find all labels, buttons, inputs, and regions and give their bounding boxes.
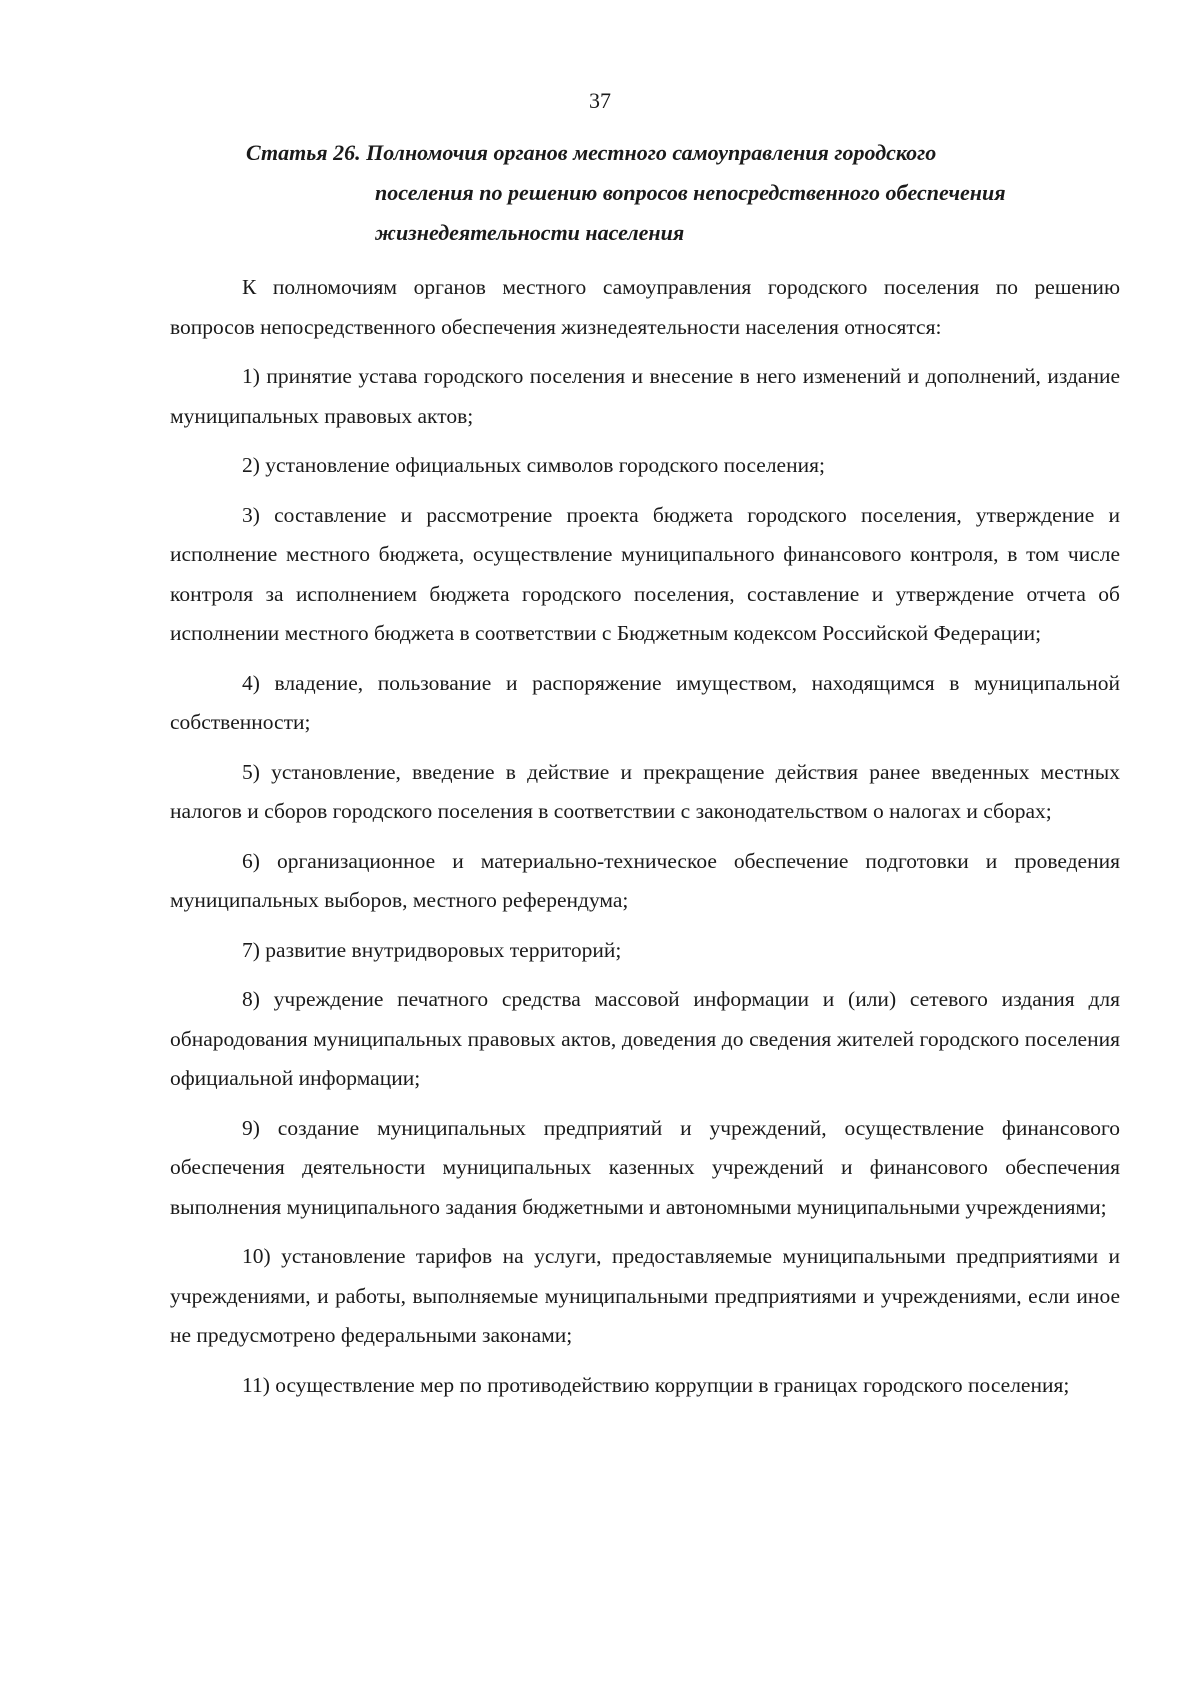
list-item-7: 7) развитие внутридворовых территорий; — [242, 937, 622, 962]
intro-paragraph: К полномочиям органов местного самоуправления городского поселения по решению вопросов непосредственного обеспечения жизнедеятельности населения относятся: — [170, 275, 1120, 339]
article-body — [170, 268, 1120, 1415]
list-item-1: 1) принятие устава городского поселения и внесение в него изменений и дополнений, издание муниципальных правовых актов; — [170, 364, 1120, 428]
article-title-line-1: Статья 26. Полномочия органов местного самоуправления городского — [246, 140, 937, 165]
article-title-line-3: жизнедеятельности населения — [375, 220, 685, 245]
page-number: 37 — [589, 88, 611, 113]
list-item-2: 2) установление официальных символов городского поселения; — [242, 453, 825, 477]
article-title-line-2: поселения по решению вопросов непосредственного обеспечения — [375, 180, 1006, 205]
list-item-3: 3) составление и рассмотрение проекта бюджета городского поселения, утверждение и исполнение местного бюджета, осуществление муниципального финансового контроля, в том числе контроля за исполнением бюджета городского поселения, составление и утверждение отчета об исполнении местного бюджета в соответствии с Бюджетным кодексом Российской Федерации; — [170, 502, 1120, 645]
list-item-6: 6) организационное и материально-техническое обеспечение подготовки и проведения муниципальных выборов, местного референдума; — [170, 848, 1120, 912]
list-item-11: 11) осуществление мер по противодействию коррупции в границах городского поселения; — [242, 1372, 1070, 1397]
list-item-9: 9) создание муниципальных предприятий и учреждений, осуществление финансового обеспечения деятельности муниципальных казенных учреждений и финансового обеспечения выполнения муниципального задания бюджетными и автономными муниципальными учреждениями; — [170, 1115, 1120, 1219]
list-item-8: 8) учреждение печатного средства массовой информации и (или) сетевого издания для обнародования муниципальных правовых актов, доведения до сведения жителей городского поселения официальной информации; — [170, 987, 1120, 1090]
list-item-10: 10) установление тарифов на услуги, предоставляемые муниципальными предприятиями и учреждениями, и работы, выполняемые муниципальными предприятиями и учреждениями, если иное не предусмотрено федеральными законами; — [170, 1244, 1120, 1347]
list-item-5: 5) установление, введение в действие и прекращение действия ранее введенных местных налогов и сборов городского поселения в соответствии с законодательством о налогах и сборах; — [170, 759, 1120, 823]
list-item-4: 4) владение, пользование и распоряжение имуществом, находящимся в муниципальной собственности; — [170, 670, 1120, 734]
